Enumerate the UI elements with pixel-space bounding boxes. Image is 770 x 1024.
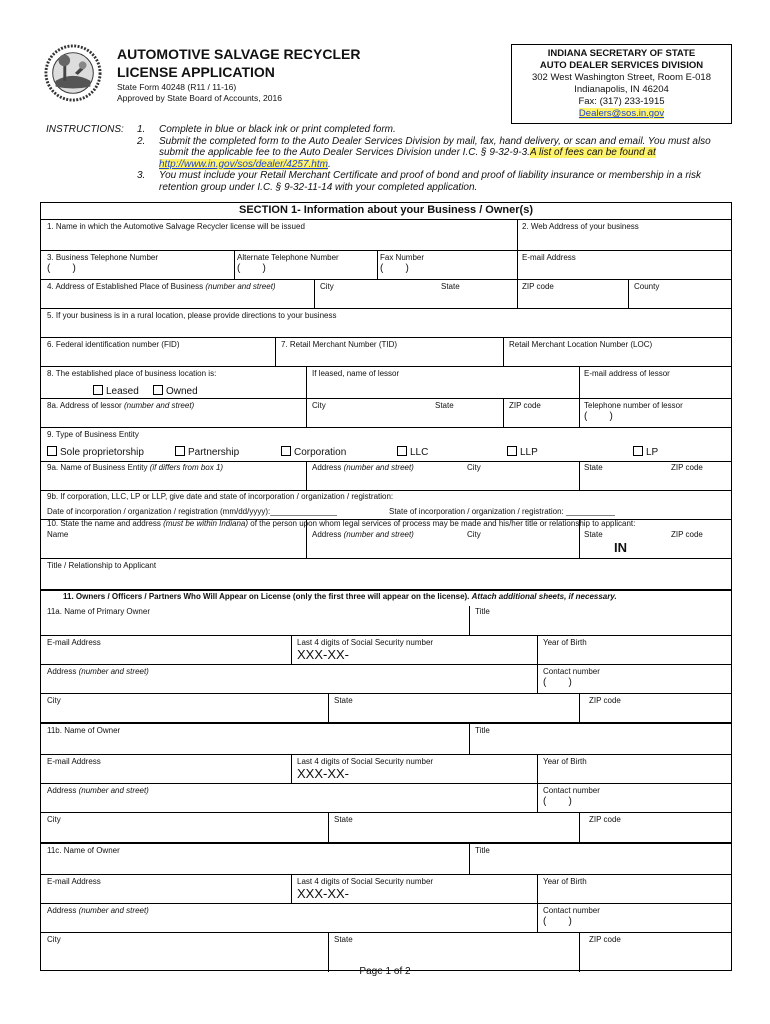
owner-11a-email-label: E-mail Address — [47, 638, 101, 647]
owner-11a-state-label: State — [334, 696, 353, 705]
partnership-label: Partnership — [188, 447, 240, 458]
owner-11c-title-label: Title — [475, 846, 490, 855]
owner-11b-state-label: State — [334, 815, 353, 824]
field-9a-label — [47, 463, 223, 473]
owner-11b-ssn-label: Last 4 digits of Social Security number — [297, 757, 434, 766]
sos-contact-box — [511, 44, 732, 124]
field-4-text: 4. Address of Established Place of Business — [47, 282, 204, 291]
sos-line1: INDIANA SECRETARY OF STATE — [547, 48, 696, 59]
owner-11a-city-label: City — [47, 696, 61, 705]
llp-label: LLP — [520, 447, 538, 458]
fax-label: Fax Number — [380, 253, 425, 262]
alt-phone-label: Alternate Telephone Number — [237, 253, 339, 262]
lessor-email-label: E-mail address of lessor — [584, 369, 670, 378]
address-note: (number and street) — [78, 667, 149, 676]
section1-title: SECTION 1- Information about your Business / Owner(s) — [239, 204, 533, 216]
sole-prop-checkbox[interactable] — [47, 446, 57, 456]
instruction-number: 2. — [137, 135, 146, 147]
field-6-label: 6. Federal identification number (FID) — [47, 340, 180, 349]
owner-11b-city-label: City — [47, 815, 61, 824]
addr-text: Address — [312, 530, 342, 539]
lessor-phone-label: Telephone number of lessor — [584, 401, 683, 410]
owner-11b-contact-label: Contact number — [543, 786, 600, 795]
address-text: Address — [47, 786, 77, 795]
lp-label: LP — [646, 447, 659, 458]
form-title-line2: LICENSE APPLICATION — [117, 64, 275, 80]
addr-note: (number and street) — [343, 530, 414, 539]
sos-email-link[interactable]: Dealers@sos.in.gov — [578, 108, 665, 119]
field-10-label — [47, 519, 635, 529]
entity-address-label — [312, 463, 414, 473]
owner-11b-email-label: E-mail Address — [47, 757, 101, 766]
owner-11a-zip-label: ZIP code — [589, 696, 621, 705]
field-8a-text: 8a. Address of lessor — [47, 401, 122, 410]
lessor-name-label: If leased, name of lessor — [312, 369, 400, 378]
owner-11c-zip-label: ZIP code — [589, 935, 621, 944]
owner-11b-ssn-value[interactable]: XXX-XX- — [297, 766, 350, 781]
agent-state-value: IN — [614, 540, 627, 555]
city-label: City — [320, 282, 334, 291]
owner-11b-contact-field[interactable]: ( ) — [543, 796, 572, 807]
owner-11b-zip-label: ZIP code — [589, 815, 621, 824]
owner-11c-contact-label: Contact number — [543, 906, 600, 915]
field-9b-label: 9b. If corporation, LLC, LP or LLP, give date and state of incorporation / organization / registration: — [47, 492, 394, 501]
llc-label: LLC — [410, 447, 429, 458]
entity-state-label: State — [584, 463, 603, 472]
instruction-item — [137, 124, 737, 136]
corporation-label: Corporation — [294, 447, 347, 458]
owner-11a-yob-label: Year of Birth — [543, 638, 587, 647]
partnership-checkbox[interactable] — [175, 446, 185, 456]
fax-field[interactable]: ( ) — [380, 263, 409, 274]
lp-checkbox[interactable] — [633, 446, 643, 456]
section11-title-text: 11. Owners / Officers / Partners Who Will Appear on License (only the first three will appear on the license). — [63, 592, 470, 601]
leased-option[interactable] — [93, 385, 139, 398]
lessor-zip-label: ZIP code — [509, 401, 541, 410]
corporation-checkbox[interactable] — [281, 446, 291, 456]
address-note: (number and street) — [78, 786, 149, 795]
instruction-item — [137, 136, 737, 171]
agent-state-label: State — [584, 530, 603, 539]
agent-address-label — [312, 530, 414, 540]
owner-11c-city-label: City — [47, 935, 61, 944]
owner-11a-address-label — [47, 667, 149, 677]
instruction-number: 3. — [137, 170, 146, 182]
field-7-label: 7. Retail Merchant Number (TID) — [281, 340, 398, 349]
field-5-label: 5. If your business is in a rural location, please provide directions to your business — [47, 311, 337, 320]
addr-note: (number and street) — [343, 463, 414, 472]
page-number: Page 1 of 2 — [359, 966, 411, 977]
approved-note: Approved by State Board of Accounts, 2016 — [117, 93, 282, 103]
field-8-label: 8. The established place of business location is: — [47, 369, 217, 378]
form-title — [117, 45, 360, 81]
owner-11c-address-label — [47, 906, 149, 916]
application-form — [40, 202, 732, 971]
instructions-list — [137, 124, 737, 194]
owner-11c-email-label: E-mail Address — [47, 877, 101, 886]
county-label: County — [634, 282, 660, 291]
owner-11a-name-label: 11a. Name of Primary Owner — [47, 607, 150, 616]
owned-checkbox[interactable] — [153, 385, 163, 395]
leased-checkbox[interactable] — [93, 385, 103, 395]
partnership-option[interactable] — [175, 446, 239, 459]
owner-11a-ssn-label: Last 4 digits of Social Security number — [297, 638, 434, 647]
owned-option[interactable] — [153, 385, 198, 398]
field-9a-note: (if differs from box 1) — [149, 463, 224, 472]
field-9-label: 9. Type of Business Entity — [47, 430, 139, 439]
field-10-text: 10. State the name and address — [47, 519, 161, 528]
loc-label: Retail Merchant Location Number (LOC) — [509, 340, 653, 349]
llp-option[interactable] — [507, 446, 538, 459]
field-2-label: 2. Web Address of your business — [522, 222, 639, 231]
owner-11c-ssn-value[interactable]: XXX-XX- — [297, 886, 350, 901]
address-text: Address — [47, 906, 77, 915]
zip-label: ZIP code — [522, 282, 554, 291]
form-subtitle — [117, 82, 282, 104]
leased-label: Leased — [106, 386, 139, 397]
sole-prop-option[interactable] — [47, 446, 144, 459]
agent-zip-label: ZIP code — [671, 530, 703, 539]
section11-note: Attach additional sheets, if necessary. — [471, 592, 617, 601]
indiana-state-seal — [44, 44, 102, 102]
address-text: Address — [47, 667, 77, 676]
field-9a-text: 9a. Name of Business Entity — [47, 463, 148, 472]
instructions-label: INSTRUCTIONS: — [46, 124, 124, 135]
lessor-state-label: State — [435, 401, 454, 410]
instruction-text: You must include your Retail Merchant Certificate and proof of bond and proof of liability insurance or membership in a risk retention group under I.C. § 9-32-11-14 with your completed application. — [159, 170, 701, 193]
instruction-item — [137, 170, 737, 193]
owner-11c-name-label: 11c. Name of Owner — [47, 846, 120, 855]
entity-city-label: City — [467, 463, 481, 472]
owner-11b-title-label: Title — [475, 726, 490, 735]
form-title-line1: AUTOMOTIVE SALVAGE RECYCLER — [117, 46, 361, 62]
address-note: (number and street) — [78, 906, 149, 915]
title-relationship-label: Title / Relationship to Applicant — [47, 561, 157, 570]
lessor-phone-field[interactable]: ( ) — [584, 411, 613, 422]
alt-phone-field[interactable]: ( ) — [237, 263, 266, 274]
corporation-option[interactable] — [281, 446, 346, 459]
sos-fax: Fax: (317) 233-1915 — [578, 96, 665, 107]
llc-checkbox[interactable] — [397, 446, 407, 456]
agent-name-label: Name — [47, 530, 69, 539]
sos-address2: Indianapolis, IN 46204 — [574, 84, 669, 95]
field-8a-note: (number and street) — [123, 401, 195, 410]
business-phone-field[interactable]: ( ) — [47, 263, 76, 274]
email-label: E-mail Address — [522, 253, 576, 262]
owned-label: Owned — [166, 386, 198, 397]
field-4-note: (number and street) — [205, 282, 276, 291]
field-10-text-2: of the person upon whom legal services of process may be made and his/her title or relationship to applicant: — [250, 519, 636, 528]
lessor-city-label: City — [312, 401, 326, 410]
sos-address1: 302 West Washington Street, Room E-018 — [531, 72, 711, 83]
field-4-label — [47, 282, 276, 292]
owner-11a-title-label: Title — [475, 607, 490, 616]
addr-text: Address — [312, 463, 342, 472]
llp-checkbox[interactable] — [507, 446, 517, 456]
field-10-note: (must be within Indiana) — [163, 519, 249, 528]
sos-line2: AUTO DEALER SERVICES DIVISION — [539, 60, 704, 71]
instruction-text: Complete in blue or black ink or print completed form. — [159, 124, 396, 135]
owner-11c-ssn-label: Last 4 digits of Social Security number — [297, 877, 434, 886]
llc-option[interactable] — [397, 446, 428, 459]
owner-11b-address-label — [47, 786, 149, 796]
section11-title — [63, 592, 617, 602]
instruction-text: Submit the completed form to the Auto Dealer Services Division by mail, fax, hand delivery, or scan and email. You must also submit the applicable fee to the Auto Dealer Services Division under I.C. § 9-32-9-3. — [159, 135, 711, 159]
field-3-label: 3. Business Telephone Number — [47, 253, 159, 262]
field-1-label: 1. Name in which the Automotive Salvage Recycler license will be issued — [47, 222, 305, 231]
instruction-period: . — [327, 158, 331, 170]
state-incorporation-label: State of incorporation / organization / registration: ___________ — [389, 507, 615, 516]
owner-11b-yob-label: Year of Birth — [543, 757, 587, 766]
owner-11a-ssn-value[interactable]: XXX-XX- — [297, 647, 350, 662]
date-incorporation-label: Date of incorporation / organization / registration (mm/dd/yyyy):_______________ — [47, 507, 337, 516]
fee-list-link[interactable]: http://www.in.gov/sos/dealer/4257.htm — [159, 158, 328, 170]
owner-11c-state-label: State — [334, 935, 353, 944]
owner-11c-contact-field[interactable]: ( ) — [543, 916, 572, 927]
fee-list-note: A list of fees can be found at — [529, 147, 656, 159]
instruction-number: 1. — [137, 124, 146, 135]
state-label: State — [441, 282, 460, 291]
state-form-number: State Form 40248 (R11 / 11-16) — [117, 82, 237, 92]
owner-11b-name-label: 11b. Name of Owner — [47, 726, 121, 735]
lp-option[interactable] — [633, 446, 658, 459]
sole-prop-label: Sole proprietorship — [60, 447, 144, 458]
owner-11c-yob-label: Year of Birth — [543, 877, 587, 886]
agent-city-label: City — [467, 530, 481, 539]
entity-zip-label: ZIP code — [671, 463, 703, 472]
owner-11a-contact-label: Contact number — [543, 667, 600, 676]
owner-11a-contact-field[interactable]: ( ) — [543, 677, 572, 688]
field-8a-label — [47, 401, 194, 411]
